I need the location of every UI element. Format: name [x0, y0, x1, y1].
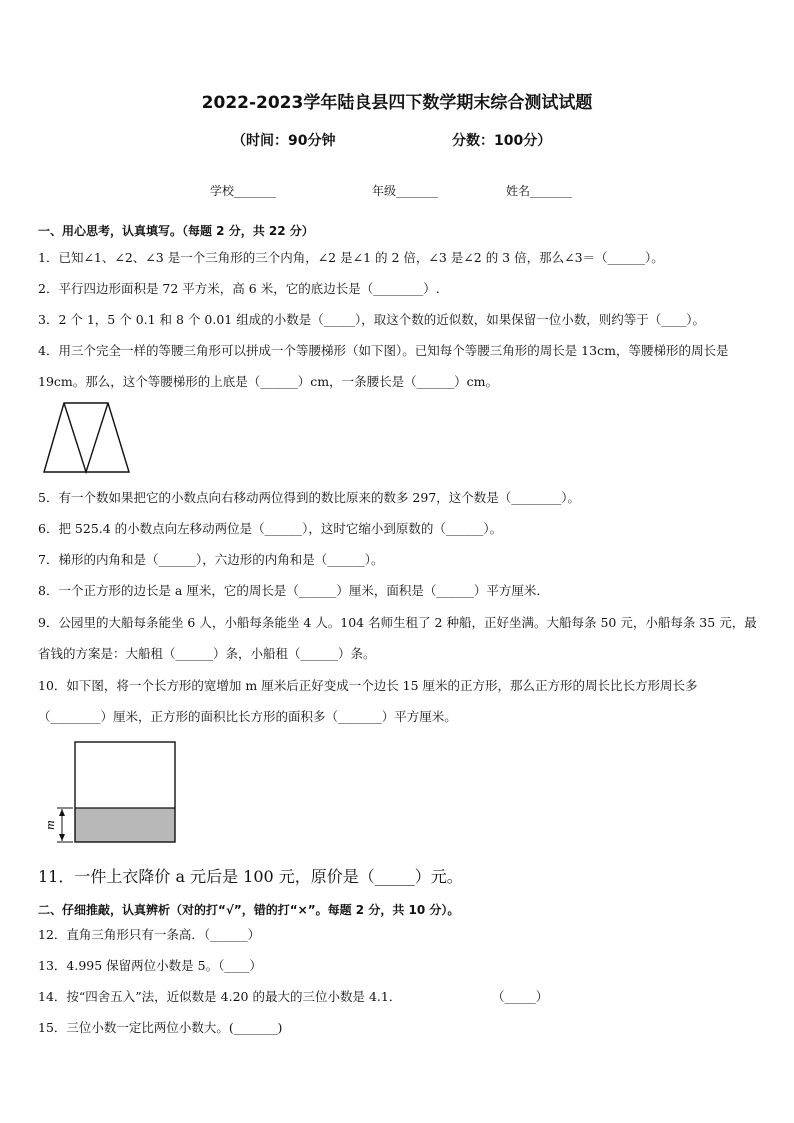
question-14: 14．按“四舍五入”法，近似数是 4.20 的最大的三位小数是 4.1．: [38, 989, 402, 1004]
m-label: m: [42, 820, 57, 830]
question-11: 11．一件上衣降价 a 元后是 100 元，原价是（_____）元。: [38, 867, 463, 886]
question-3: 3．2 个 1，5 个 0.1 和 8 个 0.01 组成的小数是（_____），取这个数的近似数，如果保留一位小数，则约等于（____）。: [38, 312, 705, 327]
trapezoid-figure: [40, 400, 135, 475]
question-7: 7．梯形的内角和是（______），六边形的内角和是（______）。: [38, 552, 384, 567]
grade-field: 年级_______: [372, 184, 439, 198]
section-one-heading: 一、用心思考，认真填写。（每题 2 分，共 22 分）: [38, 224, 314, 238]
question-12: 12．直角三角形只有一条高．（______）: [38, 927, 261, 942]
question-15: 15．三位小数一定比两位小数大。(_______): [38, 1020, 283, 1035]
question-14-blank: （_____）: [492, 989, 549, 1004]
question-5: 5．有一个数如果把它的小数点向右移动两位得到的数比原来的数多 297，这个数是（________）。: [38, 490, 581, 505]
section-two-heading: 二、仔细推敲，认真辨析（对的打“√”，错的打“×”。每题 2 分，共 10 分）。: [38, 903, 460, 917]
question-1: 1．已知∠1、∠2、∠3 是一个三角形的三个内角，∠2 是∠1 的 2 倍，∠3 是∠2 的 3 倍，那么∠3＝（______）。: [38, 250, 664, 265]
rectangle-square-figure: [40, 740, 180, 846]
question-8: 8．一个正方形的边长是 a 厘米，它的周长是（______）厘米，面积是（______）平方厘米．: [38, 583, 549, 598]
school-field: 学校_______: [210, 184, 277, 198]
exam-score: 分数：100分）: [452, 133, 552, 149]
question-13: 13．4.995 保留两位小数是 5。（____）: [38, 958, 262, 973]
question-4: 4．用三个完全一样的等腰三角形可以拼成一个等腰梯形（如下图）。已知每个等腰三角形的周长是 13cm，等腰梯形的周长是 19cm。那么，这个等腰梯形的上底是（______）cm，一条腰长是（______）cm。: [38, 343, 729, 389]
question-9: 9．公园里的大船每条能坐 6 人，小船每条能坐 4 人。104 名师生租了 2 种船，正好坐满。大船每条 50 元，小船每条 35 元，最省钱的方案是：大船租（______）条，小船租（______）条。: [38, 615, 757, 661]
question-2: 2．平行四边形面积是 72 平方米，高 6 米，它的底边长是（________）.: [38, 281, 440, 296]
name-field: 姓名_______: [506, 184, 573, 198]
question-6: 6．把 525.4 的小数点向左移动两位是（______），这时它缩小到原数的（______）。: [38, 521, 503, 536]
page-title: 2022-2023学年陆良县四下数学期末综合测试试题: [201, 93, 593, 113]
exam-time: （时间：90分钟: [232, 133, 336, 149]
question-10: 10．如下图，将一个长方形的宽增加 m 厘米后正好变成一个边长 15 厘米的正方形，那么正方形的周长比长方形周长多（________）厘米，正方形的面积比长方形的面积多（_______）平方厘米。: [38, 678, 698, 724]
